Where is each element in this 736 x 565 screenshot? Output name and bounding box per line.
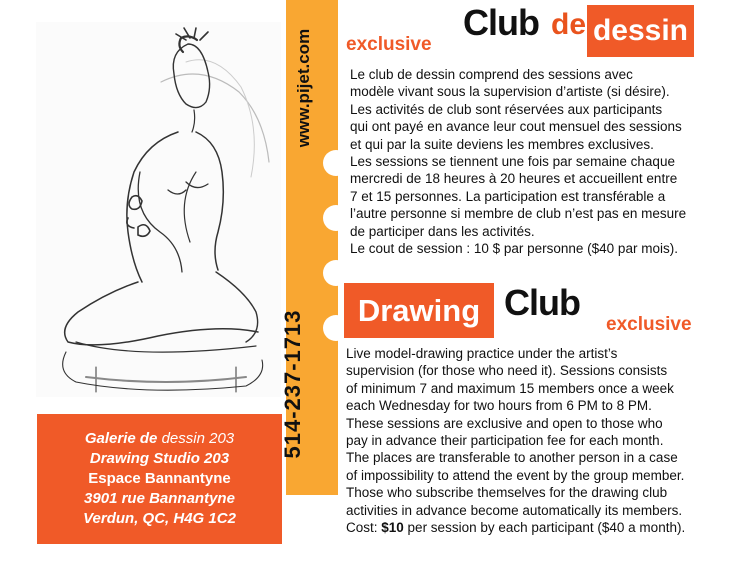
french-line: Le cout de session : 10 $ par personne ($40 par mois). xyxy=(350,241,678,257)
english-line: each Wednesday for two hours from 6 PM to 8 PM. xyxy=(346,398,652,414)
phone-number: 514-237-1713 xyxy=(280,309,305,459)
french-title-club: Club xyxy=(463,2,539,43)
french-line: Le club de dessin comprend des sessions avec xyxy=(350,67,633,82)
french-title-de: de xyxy=(551,8,587,41)
english-line: of minimum 7 and maximum 15 members once a week xyxy=(346,380,674,396)
studio-name: Drawing Studio 203 xyxy=(89,450,230,467)
space-name: Espace Bannantyne xyxy=(88,470,231,487)
strip-hole xyxy=(323,205,349,231)
street-address: 3901 rue Bannantyne xyxy=(84,490,235,507)
english-cost-line xyxy=(346,519,734,536)
french-line: et qui par la suite deviens les membres exclusives. xyxy=(350,136,654,152)
strip-hole xyxy=(323,150,349,176)
cost-value: $10 xyxy=(381,520,404,536)
french-description xyxy=(350,66,732,257)
english-line: These sessions are exclusive and open to those who xyxy=(346,415,663,431)
french-line: l’autre personne si membre de club n’est pas en mesure xyxy=(350,206,687,222)
figure-sketch-image xyxy=(36,22,281,397)
french-line: modèle vivant sous la supervision d’artiste (si désire). xyxy=(350,84,670,100)
figure-sketch-drawing xyxy=(36,22,281,397)
city-address: Verdun, QC, H4G 1C2 xyxy=(83,510,236,527)
english-line: activities in advance become automatically its members. xyxy=(346,502,683,518)
studio-address-box xyxy=(37,414,282,544)
english-line: supervision (for those who need it). Sessions consists xyxy=(346,363,668,379)
english-title-club: Club xyxy=(504,282,580,323)
english-line: of impossibility to attend the event by the group member. xyxy=(346,467,685,483)
gallery-name-part2: dessin 203 xyxy=(161,430,235,447)
french-title-dessin: dessin xyxy=(587,5,694,57)
gallery-name-part1: Galerie de xyxy=(84,430,162,447)
english-exclusive-label: exclusive xyxy=(606,314,692,335)
english-line: Live model-drawing practice under the artist’s xyxy=(346,346,618,361)
english-line: The places are transferable to another person in a case xyxy=(346,450,678,466)
french-line: 7 et 15 personnes. La participation est transférable a xyxy=(350,188,666,204)
cost-prefix: Cost: xyxy=(346,520,382,536)
french-line: mercredi de 18 heures à 20 heures et accueillent entre xyxy=(350,171,678,187)
english-line: Those who subscribe themselves for the drawing club xyxy=(346,485,668,501)
english-title-drawing: Drawing xyxy=(344,283,494,338)
cost-suffix: per session by each participant ($40 a month). xyxy=(403,520,686,536)
french-line: qui ont payé en avance leur cout mensuel des sessions xyxy=(350,119,682,135)
english-description xyxy=(346,345,734,536)
french-line: Les activités de club sont réservées aux participants xyxy=(350,101,663,117)
gallery-name xyxy=(85,429,234,449)
french-line: de participer dans les activités. xyxy=(350,223,535,239)
english-line: pay in advance their participation fee for each month. xyxy=(346,433,664,449)
french-line: Les sessions se tiennent une fois par semaine chaque xyxy=(350,154,675,170)
french-exclusive-label: exclusive xyxy=(346,34,432,55)
website-text: www.pijet.com xyxy=(294,28,313,148)
